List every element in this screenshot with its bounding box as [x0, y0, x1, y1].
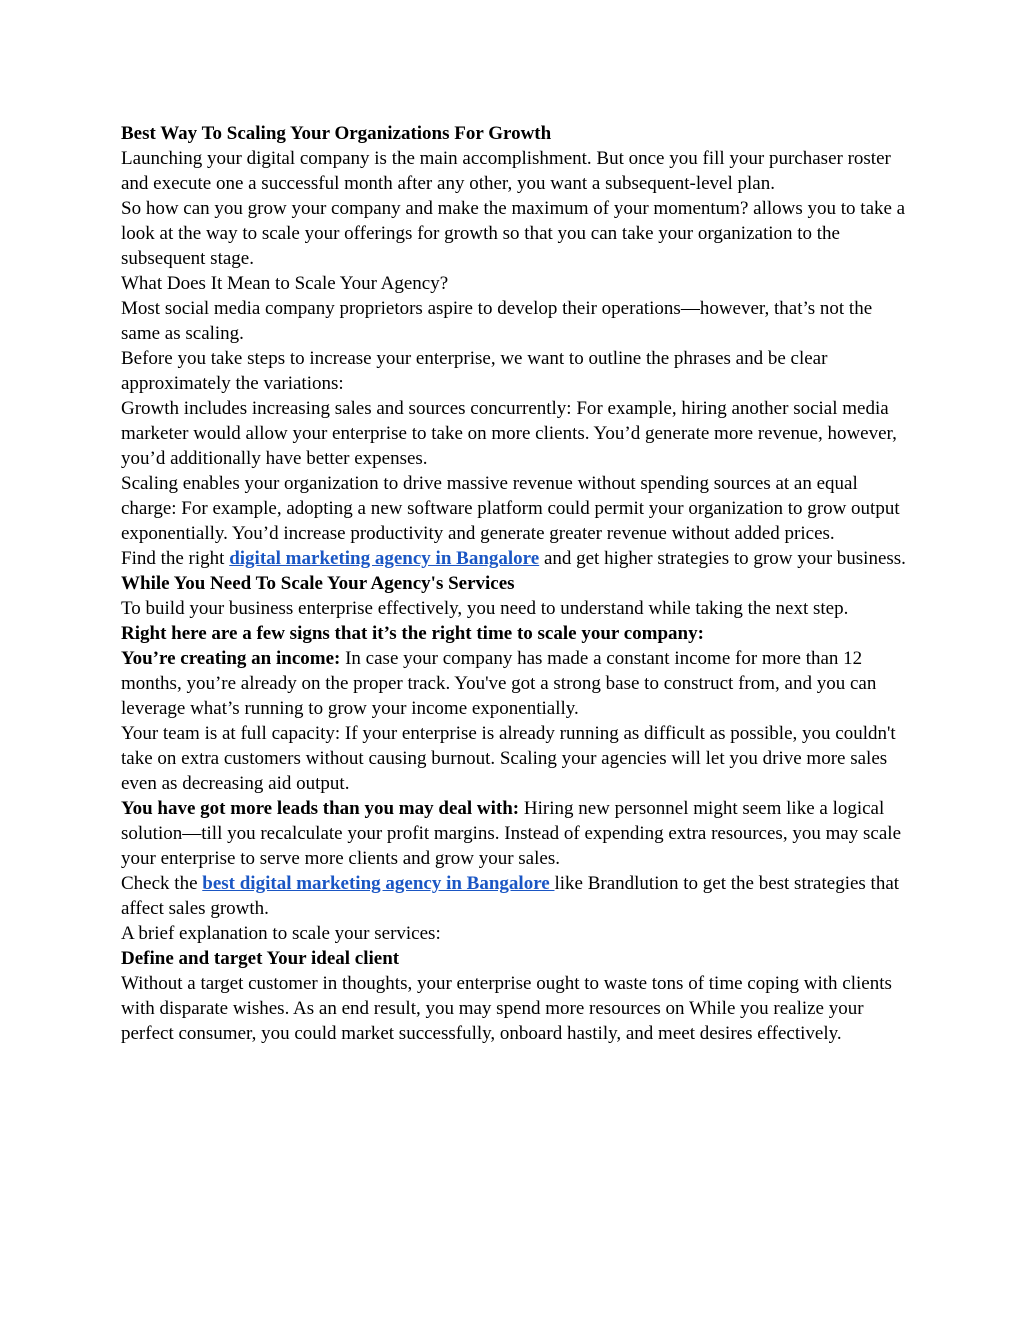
digital-marketing-agency-link[interactable]: digital marketing agency in Bangalore — [229, 548, 540, 569]
income-label: You’re creating an income: — [121, 648, 341, 669]
paragraph-team-capacity: Your team is at full capacity: If your enterprise is already running as difficult as possible, you couldn't take on extra customers without causing burnout. Scaling your agencies will let you drive more sales even as decreasing aid output. — [121, 723, 896, 794]
heading-when-to-scale: While You Need To Scale Your Agency's Services — [121, 573, 515, 594]
paragraph-target-customer: Without a target customer in thoughts, your enterprise ought to waste tons of time coping with clients with disparate wishes. As an end result, you may spend more resources on While you realize your perfect consumer, you could market successfully, onboard hastily, and meet desires effectively. — [121, 973, 892, 1044]
document-body — [121, 121, 911, 1046]
paragraph-leads — [121, 796, 911, 871]
paragraph-brief-explanation: A brief explanation to scale your services: — [121, 923, 441, 944]
paragraph-proprietors: Most social media company proprietors aspire to develop their operations—however, that’s not the same as scaling. — [121, 298, 873, 344]
check-agency-lead-text: Check the — [121, 873, 203, 894]
paragraph-scaling-definition: Scaling enables your organization to drive massive revenue without spending sources at an equal charge: For example, adopting a new software platform could permit your organization to grow output exponentially. You’d increase productivity and generate greater revenue without added prices. — [121, 473, 900, 544]
heading-ideal-client: Define and target Your ideal client — [121, 948, 400, 969]
paragraph-question: What Does It Mean to Scale Your Agency? — [121, 273, 449, 294]
paragraph-intro: Launching your digital company is the main accomplishment. But once you fill your purchaser roster and execute one a successful month after any other, you want a subsequent-level plan. — [121, 148, 891, 194]
paragraph-momentum: So how can you grow your company and make the maximum of your momentum? allows you to take a look at the way to scale your offerings for growth so that you can take your organization to the subsequent stage. — [121, 198, 906, 269]
find-agency-trail-text: and get higher strategies to grow your business. — [539, 548, 906, 569]
paragraph-find-agency — [121, 546, 911, 571]
income-text: In case your company has made a constant income for more than 12 months, you’re already on the proper track. You've got a strong base to construct from, and you can leverage what’s running to grow your income exponentially. — [121, 648, 877, 719]
find-agency-lead-text: Find the right — [121, 548, 230, 569]
leads-text: Hiring new personnel might seem like a logical solution—till you recalculate your profit margins. Instead of expending extra resources, you may scale your enterprise to serve more clients and grow your sales. — [121, 798, 902, 869]
document-title: Best Way To Scaling Your Organizations For Growth — [121, 123, 552, 144]
paragraph-check-agency — [121, 871, 911, 921]
check-agency-trail-text: like Brandlution to get the best strategies that affect sales growth. — [121, 873, 900, 919]
paragraph-next-step: To build your business enterprise effectively, you need to understand while taking the next step. — [121, 598, 849, 619]
best-digital-marketing-agency-link[interactable]: best digital marketing agency in Bangalore — [202, 873, 555, 894]
paragraph-income — [121, 646, 911, 721]
paragraph-growth-definition: Growth includes increasing sales and sources concurrently: For example, hiring another social media marketer would allow your enterprise to take on more clients. You’d generate more revenue, however, you’d additionally have better expenses. — [121, 398, 897, 469]
leads-label: You have got more leads than you may deal with: — [121, 798, 520, 819]
paragraph-before-steps: Before you take steps to increase your enterprise, we want to outline the phrases and be clear approximately the variations: — [121, 348, 828, 394]
heading-signs: Right here are a few signs that it’s the right time to scale your company: — [121, 623, 704, 644]
